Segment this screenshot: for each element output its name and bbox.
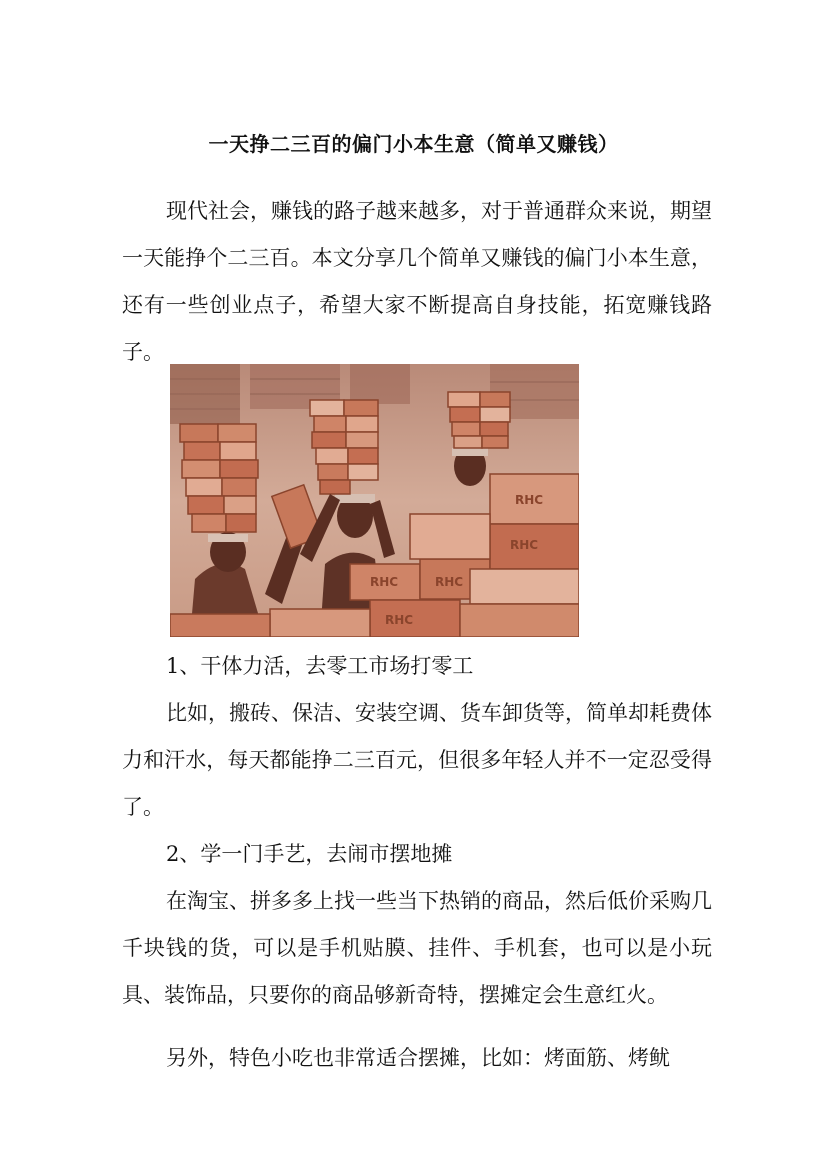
brick-workers-illustration [170, 364, 579, 637]
brick-stamp: RHC [435, 575, 464, 589]
brick-stamp: RHC [515, 493, 544, 507]
section2-heading: 2、学一门手艺，去闹市摆地摊 [166, 842, 453, 866]
intro-paragraph: 现代社会，赚钱的路子越来越多，对于普通群众来说，期望一天能挣个二三百。本文分享几个简单又赚钱的偏门小本生意，还有一些创业点子，希望大家不断提高自身技能，拓宽赚钱路子。 [122, 199, 712, 364]
brick-workers-photo [170, 364, 579, 637]
brick-stamp: RHC [385, 613, 414, 627]
section1-heading: 1、干体力活，去零工市场打零工 [166, 654, 474, 678]
section2-body: 在淘宝、拼多多上找一些当下热销的商品，然后低价采购几千块钱的货，可以是手机贴膜、挂件、手机套，也可以是小玩具、装饰品，只要你的商品够新奇特，摆摊定会生意红火。 [122, 889, 712, 1007]
section2-body2: 另外，特色小吃也非常适合摆摊，比如：烤面筋、烤鱿 [166, 1046, 670, 1070]
section1-body: 比如，搬砖、保洁、安装空调、货车卸货等，简单却耗费体力和汗水，每天都能挣二三百元，但很多年轻人并不一定忍受得了。 [122, 701, 712, 819]
brick-stamp: RHC [510, 538, 539, 552]
brick-stamp: RHC [370, 575, 399, 589]
document-title: 一天挣二三百的偏门小本生意（简单又赚钱） [208, 132, 619, 156]
